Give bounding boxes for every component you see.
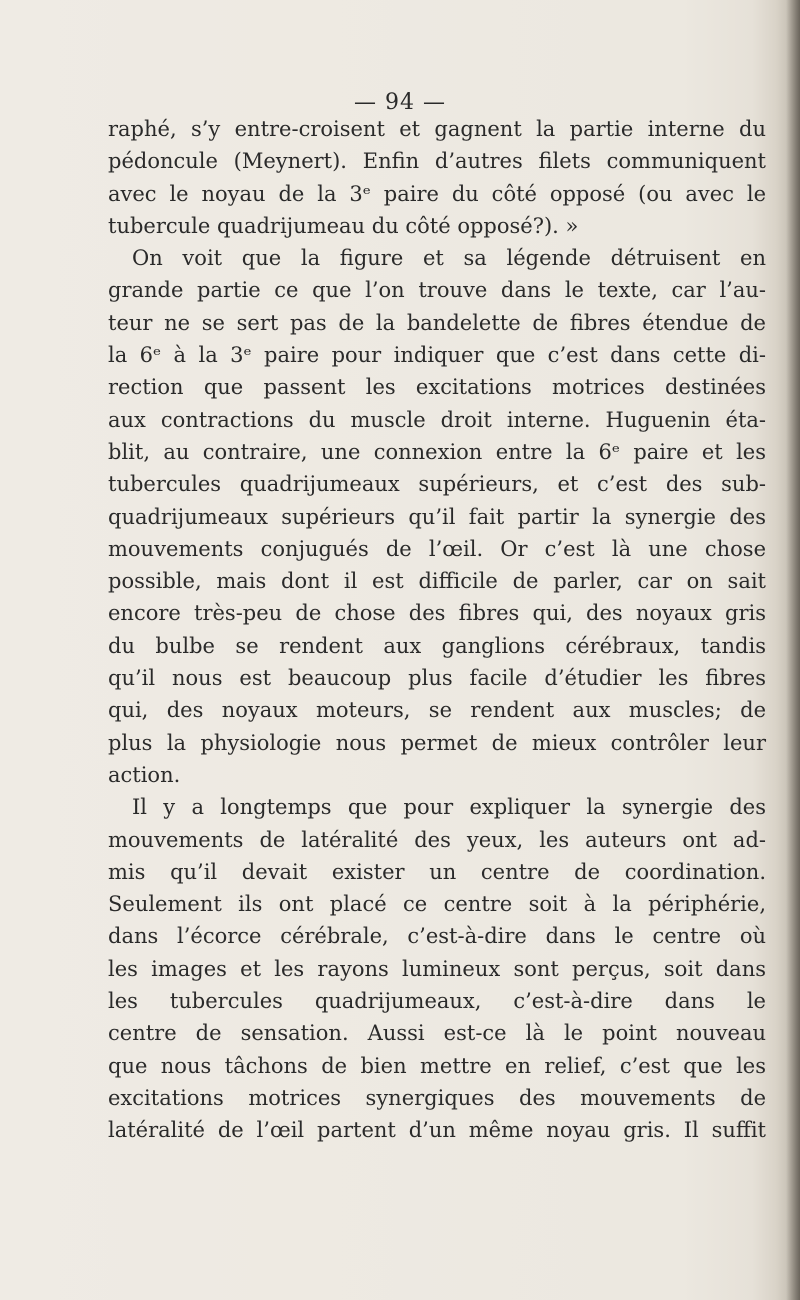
text-line: dans l’écorce cérébrale, c’est-à-dire dans le centre où (108, 924, 766, 949)
text-line: Seulement ils ont placé ce centre soit à la périphérie, (108, 892, 766, 917)
body-text (108, 113, 766, 1147)
text-line: mis qu’il devait exister un centre de coordination. (108, 859, 766, 884)
text-line: On voit que la figure et sa légende détruisent en (132, 246, 766, 271)
text-line: latéralité de l’œil partent d’un même noyau gris. Il suffit (108, 1118, 766, 1143)
text-line: Il y a longtemps que pour expliquer la synergie des (132, 795, 766, 820)
text-line: la 6ᵉ à la 3ᵉ paire pour indiquer que c’est dans cette di- (108, 343, 766, 368)
text-line: qu’il nous est beaucoup plus facile d’étudier les fibres (108, 666, 766, 691)
text-line: aux contractions du muscle droit interne. Huguenin éta- (108, 407, 766, 432)
page-number: — 94 — (354, 90, 446, 115)
text-line: centre de sensation. Aussi est-ce là le point nouveau (108, 1021, 766, 1046)
text-line: avec le noyau de la 3ᵉ paire du côté opposé (ou avec le (108, 181, 766, 206)
text-line: pédoncule (Meynert). Enfin d’autres filets communiquent (108, 149, 766, 174)
text-line: tubercules quadrijumeaux supérieurs, et c’est des sub- (108, 472, 766, 497)
text-line: grande partie ce que l’on trouve dans le texte, car l’au- (108, 278, 766, 303)
text-line: excitations motrices synergiques des mouvements de (108, 1085, 766, 1110)
text-line: action. (108, 762, 181, 787)
text-line: teur ne se sert pas de la bandelette de fibres étendue de (108, 310, 766, 335)
text-line: plus la physiologie nous permet de mieux contrôler leur (108, 730, 766, 755)
page-edge-shadow (786, 0, 800, 1300)
text-line: tubercule quadrijumeau du côté opposé?). » (108, 213, 579, 238)
text-line: possible, mais dont il est difficile de parler, car on sait (108, 569, 766, 594)
text-line: du bulbe se rendent aux ganglions cérébraux, tandis (108, 633, 766, 658)
text-line: les tubercules quadrijumeaux, c’est-à-dire dans le (108, 989, 766, 1014)
text-line: rection que passent les excitations motrices destinées (108, 375, 766, 400)
text-line: que nous tâchons de bien mettre en relief, c’est que les (108, 1053, 766, 1078)
text-line: mouvements conjugués de l’œil. Or c’est là une chose (108, 536, 766, 561)
text-line: raphé, s’y entre-croisent et gagnent la partie interne du (108, 117, 766, 141)
text-line: les images et les rayons lumineux sont perçus, soit dans (108, 956, 766, 981)
text-line: encore très-peu de chose des fibres qui, des noyaux gris (108, 601, 766, 626)
text-line: quadrijumeaux supérieurs qu’il fait partir la synergie des (108, 504, 766, 529)
text-line: blit, au contraire, une connexion entre la 6ᵉ paire et les (108, 439, 766, 464)
text-line: mouvements de latéralité des yeux, les auteurs ont ad- (108, 827, 766, 852)
text-line: qui, des noyaux moteurs, se rendent aux muscles; de (108, 698, 766, 723)
